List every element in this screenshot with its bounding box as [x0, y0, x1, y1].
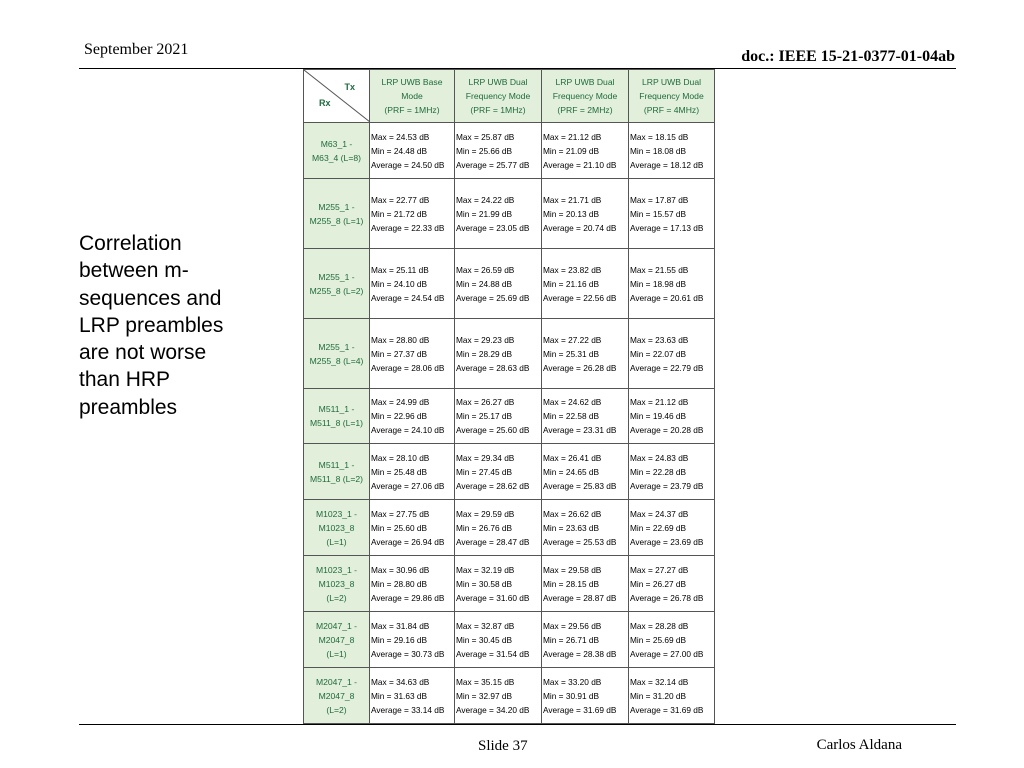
min-value: Min = 24.48 dB [371, 145, 428, 156]
data-cell [455, 319, 542, 389]
row-label-line: M63_4 (L=8) [312, 152, 361, 163]
average-value: Average = 31.69 dB [630, 704, 704, 715]
min-value: Min = 22.96 dB [371, 411, 428, 421]
row-label [304, 319, 370, 389]
max-value: Max = 29.59 dB [456, 508, 515, 519]
min-value: Min = 32.97 dB [456, 690, 513, 701]
min-value: Min = 30.91 dB [543, 690, 600, 701]
min-value: Min = 25.69 dB [630, 634, 687, 645]
average-value: Average = 23.79 dB [630, 480, 704, 491]
data-cell [455, 556, 542, 612]
column-header [455, 70, 542, 123]
row-label-line: M2047_1 - [315, 620, 358, 631]
data-cell [629, 668, 715, 724]
average-value: Average = 23.31 dB [543, 425, 617, 435]
row-label [304, 249, 370, 319]
max-value: Max = 23.82 dB [543, 264, 602, 275]
min-value: Min = 22.69 dB [630, 522, 687, 533]
min-value: Min = 22.58 dB [543, 411, 600, 421]
average-value: Average = 24.50 dB [371, 159, 445, 170]
data-cell [629, 123, 715, 179]
data-cell [629, 500, 715, 556]
side-text-line: Correlation [79, 232, 182, 255]
data-cell [542, 500, 629, 556]
header-doc-id: doc.: IEEE 15-21-0377-01-04ab [741, 48, 955, 65]
column-header-line: LRP UWB Dual [555, 77, 615, 87]
max-value: Max = 21.55 dB [630, 264, 689, 275]
min-value: Min = 31.20 dB [630, 690, 687, 701]
average-value: Average = 23.69 dB [630, 536, 704, 547]
average-value: Average = 25.69 dB [456, 292, 530, 303]
min-value: Min = 25.66 dB [456, 145, 513, 156]
max-value: Max = 23.63 dB [630, 334, 689, 345]
max-value: Max = 33.20 dB [543, 676, 602, 687]
min-value: Min = 21.16 dB [543, 278, 600, 289]
data-cell [455, 249, 542, 319]
min-value: Min = 28.15 dB [543, 578, 600, 589]
column-header-line: LRP UWB Dual [468, 77, 528, 87]
average-value: Average = 24.54 dB [371, 292, 445, 303]
max-value: Max = 24.99 dB [371, 397, 430, 407]
row-label-line: M2047_8 [318, 690, 355, 701]
row-label-line: M2047_8 [318, 634, 355, 645]
average-value: Average = 17.13 dB [630, 222, 704, 233]
average-value: Average = 31.54 dB [456, 648, 530, 659]
column-header-line: LRP UWB Dual [641, 77, 702, 87]
max-value: Max = 34.63 dB [371, 676, 430, 687]
data-cell [370, 556, 455, 612]
max-value: Max = 26.41 dB [543, 452, 602, 463]
average-value: Average = 22.79 dB [630, 362, 704, 373]
max-value: Max = 30.96 dB [371, 564, 430, 575]
average-value: Average = 27.06 dB [371, 480, 445, 491]
table-row [304, 612, 715, 668]
max-value: Max = 26.62 dB [543, 508, 602, 519]
average-value: Average = 31.69 dB [543, 704, 617, 715]
min-value: Min = 20.13 dB [543, 208, 600, 219]
data-cell [370, 249, 455, 319]
row-label-line: M1023_8 [318, 578, 355, 589]
data-cell [455, 444, 542, 500]
data-cell [370, 319, 455, 389]
data-cell [455, 500, 542, 556]
max-value: Max = 29.34 dB [456, 452, 515, 463]
data-cell [370, 179, 455, 249]
average-value: Average = 24.10 dB [371, 425, 445, 435]
max-value: Max = 21.71 dB [543, 194, 602, 205]
data-cell [542, 123, 629, 179]
side-text [79, 230, 254, 421]
average-value: Average = 25.53 dB [543, 536, 617, 547]
min-value: Min = 24.88 dB [456, 278, 513, 289]
column-header-line: (PRF = 2MHz) [557, 105, 613, 115]
min-value: Min = 22.07 dB [630, 348, 687, 359]
data-cell [370, 123, 455, 179]
average-value: Average = 28.62 dB [456, 480, 530, 491]
max-value: Max = 17.87 dB [630, 194, 689, 205]
row-label-line: M1023_1 - [315, 564, 358, 575]
max-value: Max = 25.11 dB [371, 264, 429, 275]
max-value: Max = 24.62 dB [543, 397, 602, 407]
data-cell [542, 612, 629, 668]
max-value: Max = 18.15 dB [630, 131, 689, 142]
row-label-line: (L=1) [326, 536, 347, 547]
min-value: Min = 26.27 dB [630, 578, 687, 589]
max-value: Max = 29.56 dB [543, 620, 602, 631]
row-label-line: (L=1) [326, 648, 347, 659]
average-value: Average = 20.28 dB [630, 425, 704, 435]
average-value: Average = 26.78 dB [630, 592, 704, 603]
average-value: Average = 27.00 dB [630, 648, 704, 659]
average-value: Average = 29.86 dB [371, 592, 445, 603]
corner-rx-label: Rx [319, 98, 331, 108]
row-label [304, 556, 370, 612]
max-value: Max = 24.22 dB [456, 194, 515, 205]
data-cell [542, 444, 629, 500]
min-value: Min = 25.48 dB [371, 466, 428, 477]
column-header [629, 70, 715, 123]
row-label-line: M255_8 (L=1) [309, 215, 364, 226]
min-value: Min = 23.63 dB [543, 522, 600, 533]
column-header-line: (PRF = 1MHz) [384, 105, 440, 115]
max-value: Max = 28.10 dB [371, 452, 430, 463]
data-cell [542, 556, 629, 612]
max-value: Max = 29.23 dB [456, 334, 515, 345]
data-cell [455, 612, 542, 668]
max-value: Max = 24.37 dB [630, 508, 689, 519]
side-text-line: between m- [79, 259, 189, 283]
data-cell [370, 612, 455, 668]
min-value: Min = 28.29 dB [456, 348, 513, 359]
max-value: Max = 22.77 dB [371, 194, 430, 205]
table-body [304, 123, 715, 724]
max-value: Max = 27.75 dB [371, 508, 430, 519]
table-row [304, 668, 715, 724]
table-row [304, 556, 715, 612]
max-value: Max = 25.87 dB [456, 131, 515, 142]
data-cell [542, 319, 629, 389]
min-value: Min = 31.63 dB [371, 690, 428, 701]
max-value: Max = 28.28 dB [630, 620, 689, 631]
table-row [304, 123, 715, 179]
table-row [304, 389, 715, 444]
data-cell [370, 500, 455, 556]
table-header-row [304, 70, 715, 123]
min-value: Min = 25.17 dB [456, 411, 513, 421]
side-text-line: preambles [79, 395, 178, 419]
average-value: Average = 23.05 dB [456, 222, 530, 233]
column-header-line: LRP UWB Base [381, 77, 443, 87]
row-label-line: M255_8 (L=2) [309, 285, 364, 296]
row-label-line: M255_1 - [318, 341, 355, 352]
row-label-line: M1023_8 [318, 522, 355, 533]
min-value: Min = 25.60 dB [371, 522, 428, 533]
average-value: Average = 28.38 dB [543, 648, 617, 659]
side-text-line: LRP preambles [79, 313, 224, 337]
min-value: Min = 21.09 dB [543, 145, 600, 156]
min-value: Min = 21.99 dB [456, 208, 513, 219]
data-cell [542, 249, 629, 319]
row-label [304, 389, 370, 444]
average-value: Average = 34.20 dB [456, 704, 530, 715]
row-label-line: (L=2) [326, 704, 347, 715]
row-label-line: M63_1 - [320, 138, 353, 149]
footer-rule [79, 724, 956, 725]
table-row [304, 500, 715, 556]
min-value: Min = 27.37 dB [371, 348, 428, 359]
average-value: Average = 28.87 dB [543, 592, 617, 603]
average-value: Average = 28.06 dB [371, 362, 445, 373]
max-value: Max = 24.53 dB [371, 131, 430, 142]
max-value: Max = 24.83 dB [630, 452, 689, 463]
min-value: Min = 25.31 dB [543, 348, 600, 359]
row-label [304, 444, 370, 500]
min-value: Min = 24.10 dB [371, 278, 428, 289]
average-value: Average = 28.63 dB [456, 362, 530, 373]
data-cell [542, 179, 629, 249]
min-value: Min = 28.80 dB [371, 578, 428, 589]
max-value: Max = 27.22 dB [543, 334, 602, 345]
min-value: Min = 18.98 dB [630, 278, 687, 289]
row-label-line: M511_1 - [318, 404, 355, 414]
row-label [304, 179, 370, 249]
data-cell [455, 179, 542, 249]
column-header-line: (PRF = 1MHz) [470, 105, 526, 115]
table-row [304, 444, 715, 500]
correlation-table [303, 69, 715, 724]
data-cell [542, 668, 629, 724]
average-value: Average = 31.60 dB [456, 592, 530, 603]
data-cell [370, 389, 455, 444]
data-cell [629, 389, 715, 444]
row-label-line: M255_1 - [318, 201, 355, 212]
average-value: Average = 22.56 dB [543, 292, 617, 303]
average-value: Average = 25.60 dB [456, 425, 530, 435]
data-cell [455, 389, 542, 444]
data-cell [629, 319, 715, 389]
row-label [304, 612, 370, 668]
average-value: Average = 33.14 dB [371, 704, 445, 715]
data-cell [370, 668, 455, 724]
column-header [542, 70, 629, 123]
average-value: Average = 30.73 dB [371, 648, 445, 659]
column-header-line: Frequency Mode [639, 91, 704, 101]
corner-tx-label: Tx [344, 82, 355, 92]
slide-number: Slide 37 [478, 738, 528, 754]
row-label [304, 668, 370, 724]
row-label-line: M511_8 (L=1) [309, 418, 364, 428]
row-label-line: M1023_1 - [315, 508, 358, 519]
side-text-line: than HRP [79, 368, 171, 392]
max-value: Max = 32.14 dB [630, 676, 689, 687]
table-row [304, 319, 715, 389]
average-value: Average = 26.94 dB [371, 536, 445, 547]
average-value: Average = 18.12 dB [630, 159, 704, 170]
max-value: Max = 28.80 dB [371, 334, 430, 345]
average-value: Average = 20.74 dB [543, 222, 617, 233]
column-header-line: Frequency Mode [552, 91, 618, 101]
max-value: Max = 32.19 dB [456, 564, 515, 575]
data-cell [629, 179, 715, 249]
row-label-line: (L=2) [326, 592, 347, 603]
max-value: Max = 26.27 dB [456, 397, 515, 407]
row-label [304, 500, 370, 556]
min-value: Min = 26.76 dB [456, 522, 513, 533]
average-value: Average = 28.47 dB [456, 536, 530, 547]
column-header-line: Mode [401, 91, 423, 101]
max-value: Max = 31.84 dB [371, 620, 430, 631]
data-cell [629, 444, 715, 500]
table-row [304, 179, 715, 249]
data-cell [629, 249, 715, 319]
min-value: Min = 30.58 dB [456, 578, 513, 589]
average-value: Average = 21.10 dB [543, 159, 617, 170]
min-value: Min = 19.46 dB [630, 411, 687, 421]
min-value: Min = 21.72 dB [371, 208, 428, 219]
min-value: Min = 24.65 dB [543, 466, 600, 477]
data-cell [455, 123, 542, 179]
diagonal-divider [304, 70, 370, 122]
table-row [304, 249, 715, 319]
column-header [370, 70, 455, 123]
data-cell [629, 556, 715, 612]
min-value: Min = 22.28 dB [630, 466, 687, 477]
column-header-line: (PRF = 4MHz) [643, 105, 700, 115]
author-name: Carlos Aldana [816, 737, 902, 753]
max-value: Max = 21.12 dB [630, 397, 689, 407]
max-value: Max = 32.87 dB [456, 620, 515, 631]
max-value: Max = 27.27 dB [630, 564, 689, 575]
data-cell [370, 444, 455, 500]
max-value: Max = 21.12 dB [543, 131, 602, 142]
average-value: Average = 26.28 dB [543, 362, 617, 373]
min-value: Min = 15.57 dB [630, 208, 687, 219]
data-cell [629, 612, 715, 668]
side-text-line: are not worse [79, 341, 207, 365]
max-value: Max = 29.58 dB [543, 564, 602, 575]
row-label [304, 123, 370, 179]
side-text-line: sequences and [79, 286, 222, 310]
row-label-line: M255_8 (L=4) [309, 355, 364, 366]
average-value: Average = 25.83 dB [543, 480, 617, 491]
row-label-line: M511_8 (L=2) [309, 473, 364, 484]
average-value: Average = 20.61 dB [630, 292, 704, 303]
average-value: Average = 25.77 dB [456, 159, 530, 170]
table-corner-cell [304, 70, 370, 123]
data-cell [455, 668, 542, 724]
row-label-line: M255_1 - [318, 271, 355, 282]
column-header-line: Frequency Mode [465, 91, 531, 101]
average-value: Average = 22.33 dB [371, 222, 445, 233]
min-value: Min = 30.45 dB [456, 634, 513, 645]
min-value: Min = 18.08 dB [630, 145, 687, 156]
min-value: Min = 29.16 dB [371, 634, 428, 645]
header-date: September 2021 [84, 41, 189, 58]
row-label-line: M2047_1 - [315, 676, 358, 687]
min-value: Min = 27.45 dB [456, 466, 513, 477]
data-cell [542, 389, 629, 444]
max-value: Max = 35.15 dB [456, 676, 515, 687]
max-value: Max = 26.59 dB [456, 264, 515, 275]
row-label-line: M511_1 - [318, 459, 355, 470]
min-value: Min = 26.71 dB [543, 634, 600, 645]
